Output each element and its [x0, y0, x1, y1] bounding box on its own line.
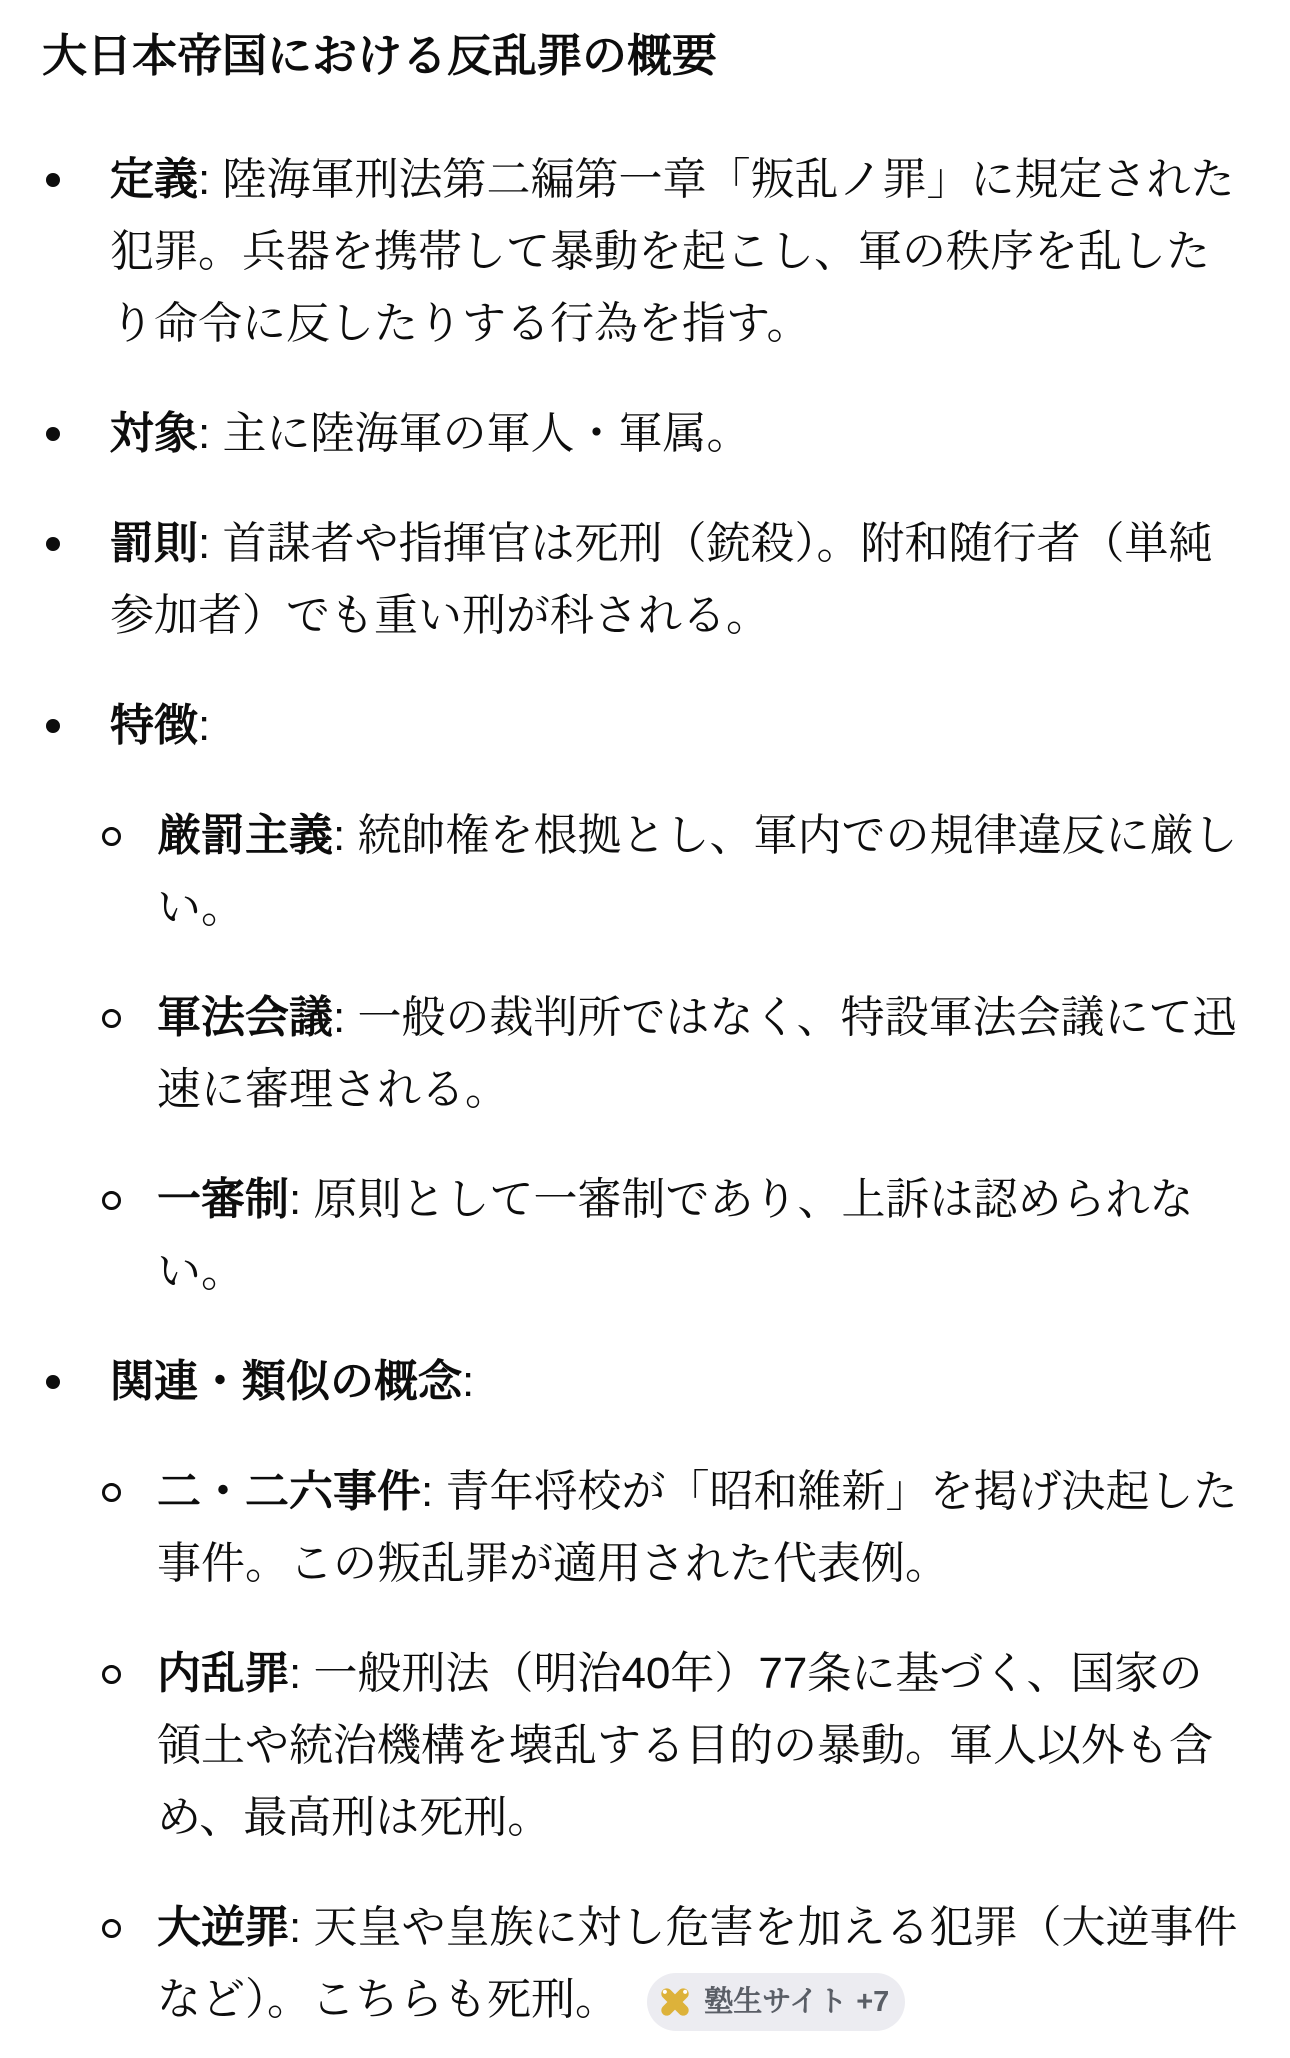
item-separator: :: [198, 519, 223, 568]
item-separator: :: [289, 1903, 314, 1952]
item-label: 特徴: [110, 701, 198, 750]
item-separator: :: [333, 811, 358, 860]
list-item-text: [110, 519, 1212, 640]
bullet-disc-icon: [46, 427, 60, 441]
bullet-disc-icon: [46, 173, 60, 187]
sub-list: [110, 800, 1246, 1308]
bullet-disc-icon: [46, 719, 60, 733]
list-item: [110, 1456, 1246, 1600]
bullet-disc-icon: [46, 537, 60, 551]
item-body: 一般刑法（明治40年）77条に基づく、国家の領土や統治機構を壊乱する目的の暴動。軍人以外も含め、最高刑は死刑。: [157, 1649, 1213, 1842]
list-item-text: [157, 1903, 1237, 2024]
item-label: 二・二六事件: [157, 1467, 421, 1516]
list-item-text: [157, 811, 1237, 932]
list-item-text: [157, 1175, 1193, 1296]
item-separator: :: [198, 155, 223, 204]
item-separator: :: [198, 701, 211, 750]
crossed-ribbons-icon: [657, 1984, 693, 2020]
bullet-circle-icon: [102, 1919, 121, 1938]
item-separator: :: [198, 409, 223, 458]
bullet-circle-icon: [102, 1483, 121, 1502]
list-item-text: [110, 155, 1234, 348]
item-body: 統帥権を根拠とし、軍内での規律違反に厳しい。: [157, 811, 1238, 932]
item-separator: :: [462, 1357, 475, 1406]
list-item-text: [110, 409, 750, 458]
list-item: [40, 1346, 1246, 2036]
item-separator: :: [289, 1175, 314, 1224]
citation-badge-count: +7: [856, 1985, 890, 2018]
citation-badge-label: 塾生サイト: [704, 1985, 848, 2018]
list-item: [40, 144, 1246, 360]
item-label: 一審制: [157, 1175, 289, 1224]
sub-list: [110, 1456, 1246, 2036]
item-body: 青年将校が「昭和維新」を掲げ決起した事件。この叛乱罪が適用された代表例。: [157, 1467, 1238, 1588]
item-separator: :: [333, 993, 358, 1042]
list-item-text: [157, 993, 1237, 1114]
item-label: 罰則: [110, 519, 198, 568]
bullet-circle-icon: [102, 1191, 121, 1210]
list-item: [110, 800, 1246, 944]
citation-badge[interactable]: [647, 1973, 905, 2031]
bullet-circle-icon: [102, 1009, 121, 1028]
item-label: 関連・類似の概念: [110, 1357, 462, 1406]
item-label: 内乱罪: [157, 1649, 289, 1698]
list-item: [110, 1638, 1246, 1854]
list-item-text: [110, 701, 210, 750]
bullet-circle-icon: [102, 827, 121, 846]
item-label: 大逆罪: [157, 1903, 289, 1952]
item-body: 天皇や皇族に対し危害を加える犯罪（大逆事件など）。こちらも死刑。: [157, 1903, 1238, 2024]
item-body: 原則として一審制であり、上訴は認められない。: [157, 1175, 1194, 1296]
item-body: 主に陸海軍の軍人・軍属。: [222, 409, 751, 458]
item-body: 一般の裁判所ではなく、特設軍法会議にて迅速に審理される。: [157, 993, 1237, 1114]
item-label: 対象: [110, 409, 198, 458]
item-body: 陸海軍刑法第二編第一章「叛乱ノ罪」に規定された犯罪。兵器を携帯して暴動を起こし、軍の秩序を乱したり命令に反したりする行為を指す。: [110, 155, 1235, 348]
list-item: [110, 1892, 1246, 2036]
list-item: [40, 398, 1246, 470]
bullet-disc-icon: [46, 1375, 60, 1389]
bullet-circle-icon: [102, 1665, 121, 1684]
list-item-text: [157, 1467, 1237, 1588]
list-item-text: [157, 1649, 1213, 1842]
list-item: [110, 982, 1246, 1126]
list-item: [40, 690, 1246, 1308]
item-label: 軍法会議: [157, 993, 333, 1042]
list-item: [110, 1164, 1246, 1308]
list-item: [40, 508, 1246, 652]
item-separator: :: [421, 1467, 446, 1516]
item-label: 厳罰主義: [157, 811, 333, 860]
outline-list: [40, 144, 1246, 2036]
list-item-text: [110, 1357, 474, 1406]
item-label: 定義: [110, 155, 198, 204]
item-separator: :: [289, 1649, 314, 1698]
page-title: 大日本帝国における反乱罪の概要: [42, 30, 718, 81]
item-body: 首謀者や指揮官は死刑（銃殺）。附和随行者（単純参加者）でも重い刑が科される。: [110, 519, 1213, 640]
